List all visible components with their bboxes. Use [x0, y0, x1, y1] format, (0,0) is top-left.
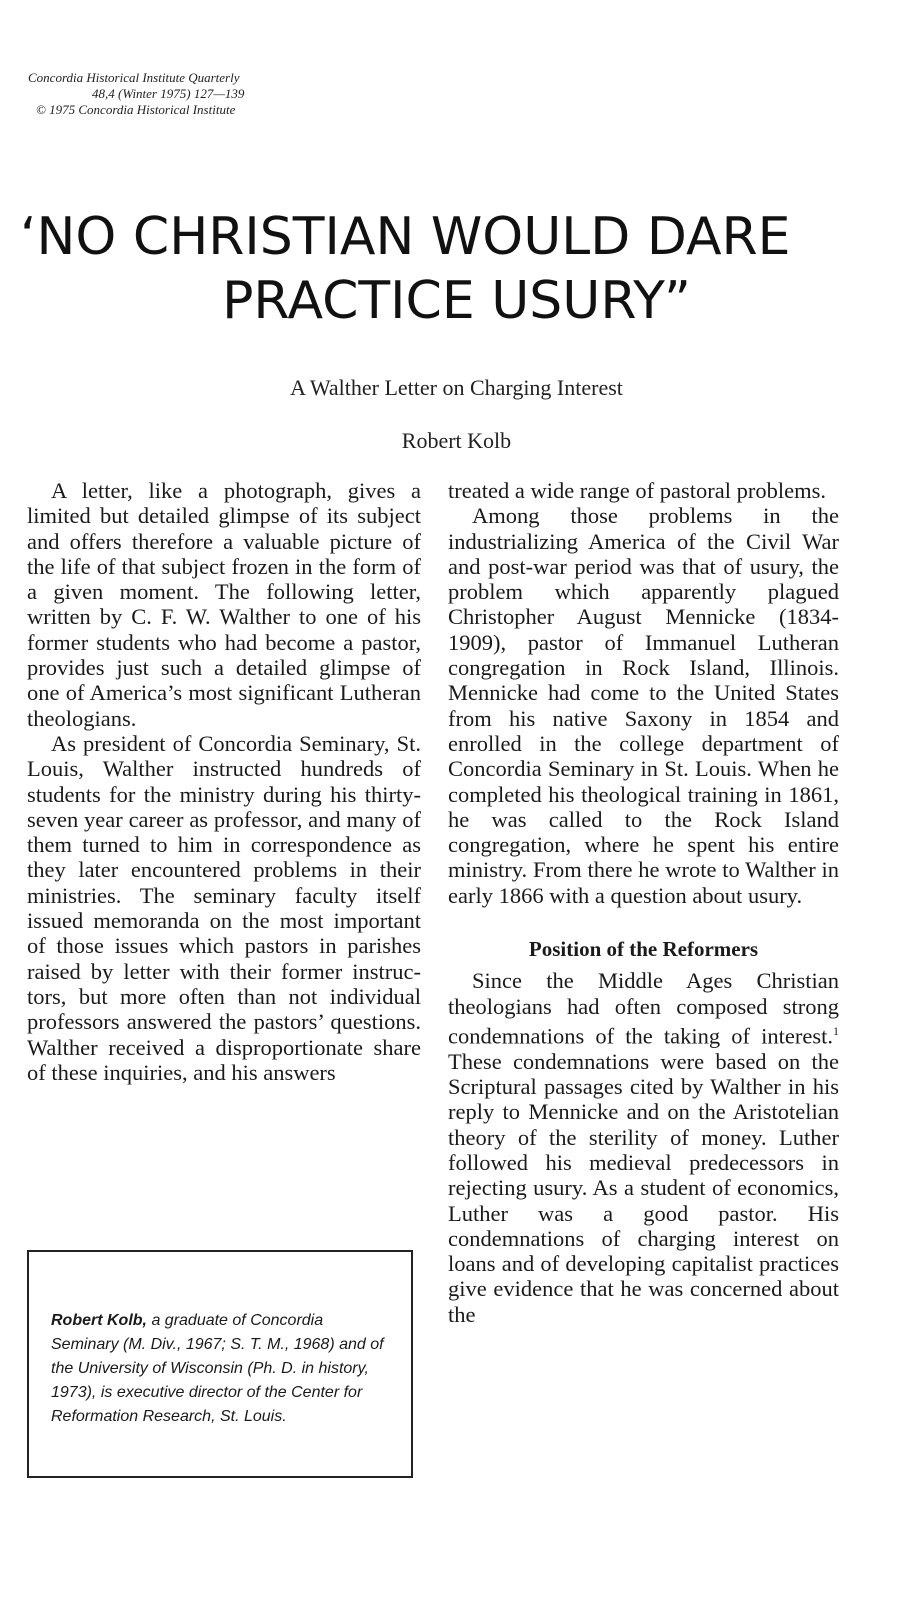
bio-name: Robert Kolb,: [51, 1312, 147, 1329]
article-title: [0, 205, 913, 333]
citation-journal: Concordia Historical Institute Quarterly: [28, 70, 240, 85]
paragraph-text: Since the Middle Ages Christian theologians had often composed strong condemnations of the taking of interest.: [448, 968, 839, 1049]
paragraph: treated a wide range of pastoral problems.: [448, 478, 826, 503]
article-author: Robert Kolb: [401, 428, 512, 453]
paragraph: A letter, like a photograph, gives a limited but detailed glimpse of its subject and offers therefore a valuable picture of the life of that subject frozen in the form of a given moment. The following letter, written by C. F. W. Walther to one of his former students who had become a pastor, provides just such a detailed glimpse of one of America’s most significant Lutheran theologians.: [27, 478, 421, 731]
paragraph-text: These condemnations were based on the Scriptural passages cited by Walther in his reply to Mennicke and on the Aristotelian theory of the sterility of money. Luther followed his medieval predecessors in rejecting usury. As a student of economics, Luther was a good pastor. His condemnations of charging interest on loans and of developing capitalist practices give evidence that he was concerned about the: [448, 1048, 839, 1327]
paragraph: As president of Concordia Seminary, St. Louis, Walther instructed hundreds of students for the ministry during his thirty-seven year career as professor, and many of them turned to him in correspondence as they later encountered problems in their ministries. The seminary faculty itself issued memoranda on the most important of those issues which pastors in parishes raised by letter with their former instructors, but more often than not individual professors answered the pastors’ questions. Walther received a disproportionate share of these inquiries, and his answers: [27, 730, 421, 1085]
citation-copyright: © 1975 Concordia Historical Institute: [36, 102, 236, 117]
paragraph: Among those problems in the industrializing America of the Civil War and post-war period was that of usury, the problem which apparently plagued Christopher August Mennicke (1834-1909), pastor of Immanuel Lutheran congregation in Rock Island, Illinois. Mennicke had come to the United States from his native Saxony in 1854 and enrolled in the college department of Concordia Seminary in St. Louis. When he completed his theological training in 1861, he was called to the Rock Island congregation, where he spent his entire ministry. From there he wrote to Walther in early 1866 with a question about usury.: [448, 503, 839, 908]
section-heading: Position of the Reformers: [528, 937, 759, 962]
author-bio-box: [27, 1250, 413, 1478]
citation-volume: 48,4 (Winter 1975) 127—139: [92, 86, 245, 101]
journal-citation: [28, 70, 328, 118]
left-column: [27, 478, 421, 1085]
bio-text: a graduate of Concordia Seminary (M. Div., 1967; S. T. M., 1968) and of the University of Wisconsin (Ph. D. in history, 1973), is executive director of the Center for Reformation Research, St. Louis.: [51, 1312, 384, 1425]
title-line-2: PRACTICE USURY”: [222, 271, 691, 331]
right-column: [448, 478, 839, 1327]
article-subtitle: A Walther Letter on Charging Interest: [290, 375, 623, 400]
paragraph: [448, 968, 839, 1327]
footnote-reference[interactable]: 1: [833, 1023, 839, 1038]
title-line-1: ‘NO CHRISTIAN WOULD DARE: [20, 207, 791, 267]
